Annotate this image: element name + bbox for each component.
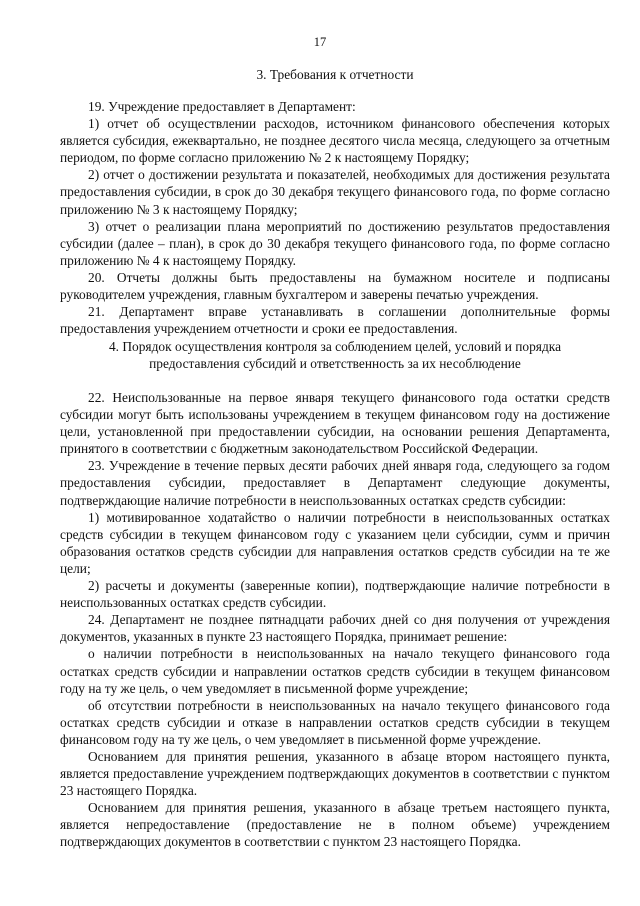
paragraph: Основанием для принятия решения, указанного в абзаце втором настоящего пункта, является предоставление учреждением подтверждающих документов в соответствии с пунктом 23 настоящего Порядка. bbox=[60, 748, 610, 799]
section-3-title: 3. Требования к отчетности bbox=[256, 67, 414, 82]
section-4-title bbox=[60, 338, 610, 372]
paragraph: 19. Учреждение предоставляет в Департамент: bbox=[88, 99, 356, 114]
paragraph: 2) отчет о достижении результата и показателей, необходимых для достижения результата предоставления субсидии, в срок до 30 декабря текущего финансового года, по форме согласно приложению № 3 к настоящему Порядку; bbox=[60, 167, 610, 217]
section-4-title-line-2: предоставления субсидий и ответственность за их несоблюдение bbox=[149, 356, 521, 372]
paragraph: 3) отчет о реализации плана мероприятий по достижению результатов предоставления субсидии (далее – план), в срок до 30 декабря текущего финансового года, по форме согласно приложению № 4 к настоящему Порядку. bbox=[60, 218, 610, 268]
section-4-title-line-1: 4. Порядок осуществления контроля за соблюдением целей, условий и порядка bbox=[108, 339, 562, 354]
paragraph: 1) отчет об осуществлении расходов, источником финансового обеспечения которых является субсидия, ежеквартально, не позднее десятого числа месяца, следующего за отчетным периодом, по форме согласно приложению № 2 к настоящему Порядку; bbox=[60, 116, 610, 166]
paragraph: 21. Департамент вправе устанавливать в соглашении дополнительные формы предоставления учреждением отчетности и сроки ее предоставления. bbox=[60, 304, 610, 337]
paragraph: 24. Департамент не позднее пятнадцати рабочих дней со дня получения от учреждения документов, указанных в пункте 23 настоящего Порядка, принимает решение: bbox=[60, 612, 610, 645]
paragraph: о наличии потребности в неиспользованных на начало текущего финансового года остатках средств субсидии и направлении остатков средств субсидии в текущем финансовом году на ту же цель, о чем уведомляет в письменной форме учреждение; bbox=[60, 646, 610, 696]
section-3-body bbox=[60, 98, 610, 337]
paragraph: 20. Отчеты должны быть предоставлены на бумажном носителе и подписаны руководителем учреждения, главным бухгалтером и заверены печатью учреждения. bbox=[60, 269, 610, 303]
section-4-body bbox=[60, 389, 610, 851]
page-number: 17 bbox=[313, 35, 327, 49]
paragraph: Основанием для принятия решения, указанного в абзаце третьем настоящего пункта, является непредоставление (предоставление не в полном объеме) учреждением подтверждающих документов в соответствии с пунктом 23 настоящего Порядка. bbox=[60, 800, 610, 850]
paragraph: 2) расчеты и документы (заверенные копии), подтверждающие наличие потребности в неиспользованных остатках средств субсидии. bbox=[60, 578, 610, 611]
paragraph: об отсутствии потребности в неиспользованных на начало текущего финансового года остатках средств субсидии и отказе в направлении остатков средств субсидии в текущем финансовом году на ту же цель, о чем уведомляет в письменной форме учреждение. bbox=[60, 697, 610, 747]
paragraph: 22. Неиспользованные на первое января текущего финансового года остатки средств субсидии могут быть использованы учреждением в текущем финансовом году на достижение цели, установленной при предоставлении субсидии, на основании решения Департамента, принятого в соответствии с бюджетным законодательством Российской Федерации. bbox=[60, 390, 610, 457]
paragraph: 23. Учреждение в течение первых десяти рабочих дней января года, следующего за годом предоставления субсидии, предоставляет в Департамент следующие документы, подтверждающие наличие потребности в неиспользованных остатках средств субсидии: bbox=[60, 458, 610, 508]
paragraph: 1) мотивированное ходатайство о наличии потребности в неиспользованных остатках средств субсидии в текущем финансовом году с указанием цели субсидии, сумм и причин образования остатков средств субсидии для направления остатков средств субсидии на те же цели; bbox=[60, 509, 610, 576]
